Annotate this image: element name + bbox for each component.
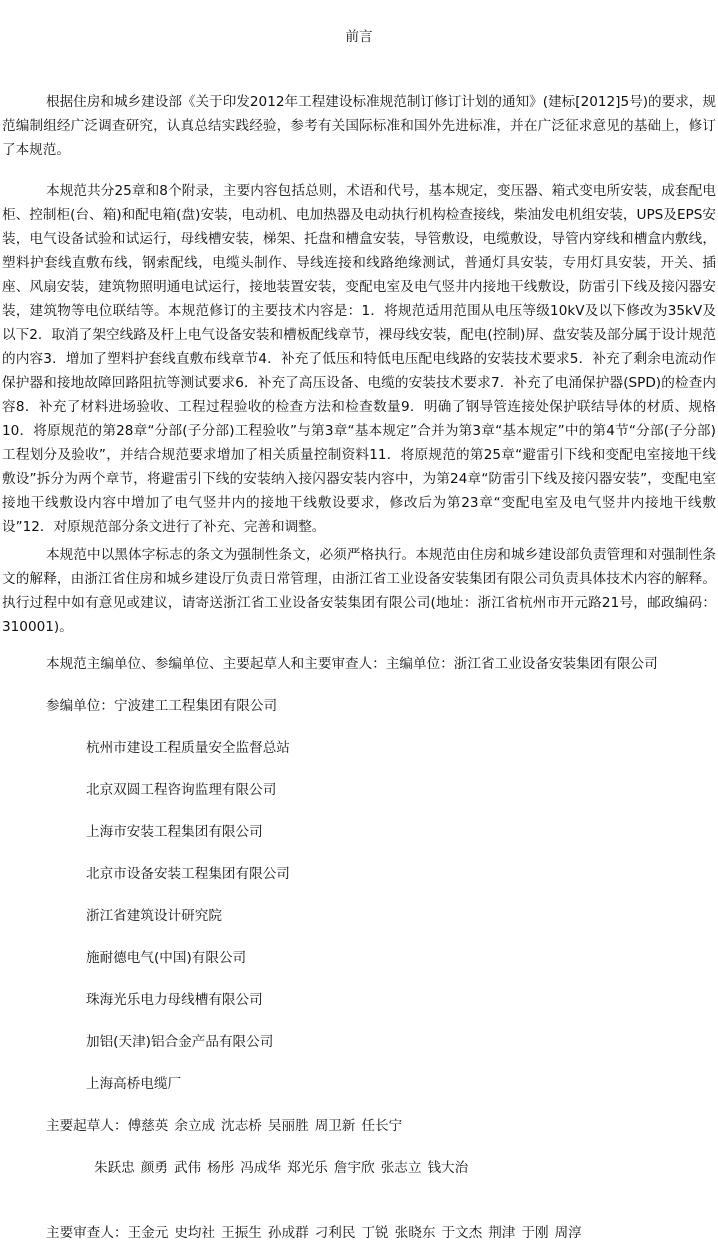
participant-item: 加铝(天津)铝合金产品有限公司 [86, 1034, 274, 1050]
drafter-name: 沈志桥 [221, 1118, 262, 1134]
drafter-name: 余立成 [174, 1118, 216, 1134]
reviewer-name: 周淳 [554, 1225, 582, 1241]
reviewer-name: 于文杰 [441, 1225, 483, 1241]
participant-item: 浙江省建筑设计研究院 [86, 908, 222, 924]
drafter-name: 朱跃忠 [94, 1160, 135, 1176]
drafter-name: 郑光乐 [287, 1160, 328, 1176]
drafter-name: 周卫新 [314, 1118, 356, 1134]
participant-item: 上海高桥电缆厂 [86, 1076, 182, 1092]
reviewers-label: 主要审查人： [46, 1225, 128, 1241]
participants-label: 参编单位：宁波建工工程集团有限公司 [46, 698, 278, 714]
reviewer-name: 张晓东 [394, 1225, 436, 1241]
drafters-line-2 [94, 1159, 474, 1177]
drafter-name: 冯成华 [240, 1160, 282, 1176]
preface-paragraph-3: 本规范中以黑体字标志的条文为强制性条文，必须严格执行。本规范由住房和城乡建设部负责管理和对强制性条文的解释，由浙江省住房和城乡建设厅负责日常管理，由浙江省工业设备安装集团有限公司负责具体技术内容的解释。执行过程中如有意见或建议，请寄送浙江省工业设备安装集团有限公司(地址：浙江省杭州市开元路21号，邮政编码：310001)。 [2, 547, 716, 635]
preface-paragraph-2: 本规范共分25章和8个附录，主要内容包括总则，术语和代号，基本规定，变压器、箱式变电所安装，成套配电柜、控制柜(台、箱)和配电箱(盘)安装，电动机、电加热器及电动执行机构检查接线，柴油发电机组安装，UPS及EPS安装，电气设备试验和试运行，母线槽安装，梯架、托盘和槽盒安装，导管敷设，电缆敷设，导管内穿线和槽盒内敷线，塑料护套线直敷布线，钢索配线，电缆头制作、导线连接和线路绝缘测试，普通灯具安装，专用灯具安装，开关、插座、风扇安装，建筑物照明通电试运行，接地装置安装，变配电室及电气竖井内接地干线敷设，防雷引下线及接闪器安装，建筑物等电位联结等。本规范修订的主要技术内容是：1．将规范适用范围从电压等级10kV及以下修改为35kV及以下2．取消了架空线路及杆上电气设备安装和槽板配线章节，裸母线安装，配电(控制)屏、盘安装及部分属于设计规范的内容3．增加了塑料护套线直敷布线章节4．补充了低压和特低电压配电线路的安装技术要求5．补充了剩余电流动作保护器和接地故障回路阻抗等测试要求6．补充了高压设备、电缆的安装技术要求7．补充了电涌保护器(SPD)的检查内容8．补充了材料进场验收、工程过程验收的检查方法和检查数量9．明确了钢导管连接处保护联结导体的材质、规格10．将原规范的第28章“分部(子分部)工程验收”与第3章“基本规定”合并为第3章“基本规定”中的第4节“分部(子分部)工程划分及验收”，并结合规范要求增加了相关质量控制资料11．将原规范的第25章“避雷引下线和变配电室接地干线敷设”拆分为两个章节，将避雷引下线的安装纳入接闪器安装内容中，为第24章“防雷引下线及接闪器安装”，变配电室接地干线敷设内容中增加了电气竖井内的接地干线敷设要求，修改后为第23章“变配电室及电气竖井内接地干线敷设”12．对原规范部分条文进行了补充、完善和调整。 [2, 183, 716, 535]
drafter-name: 杨彤 [207, 1160, 235, 1176]
reviewer-name: 刁利民 [314, 1225, 356, 1241]
drafter-name: 颜勇 [140, 1160, 168, 1176]
participant-item: 北京市设备安装工程集团有限公司 [86, 866, 290, 882]
page-title: 前言 [345, 29, 373, 45]
reviewer-name: 王振生 [221, 1225, 262, 1241]
drafter-name: 傅慈英 [127, 1118, 169, 1134]
drafter-name: 吴丽胜 [267, 1118, 309, 1134]
participant-item: 上海市安装工程集团有限公司 [86, 824, 263, 840]
participant-item: 杭州市建设工程质量安全监督总站 [86, 740, 290, 756]
drafter-name: 武伟 [173, 1160, 202, 1176]
reviewers-line [46, 1224, 588, 1242]
participant-item: 珠海光乐电力母线槽有限公司 [86, 992, 263, 1008]
drafter-name: 詹宇欣 [333, 1160, 375, 1176]
preface-paragraph-1: 根据住房和城乡建设部《关于印发2012年工程建设标准规范制订修订计划的通知》(建标[2012]5号)的要求，规范编制组经广泛调查研究，认真总结实践经验，参考有关国际标准和国外先进标准，并在广泛征求意见的基础上，修订了本规范。 [2, 94, 716, 158]
participant-item: 施耐德电气(中国)有限公司 [86, 950, 247, 966]
drafter-name: 张志立 [380, 1160, 422, 1176]
drafters-line [46, 1117, 408, 1135]
reviewer-name: 王金元 [127, 1225, 169, 1241]
drafter-name: 任长宁 [361, 1118, 403, 1134]
reviewer-name: 于刚 [521, 1225, 549, 1241]
editors-line: 本规范主编单位、参编单位、主要起草人和主要审查人：主编单位：浙江省工业设备安装集团有限公司 [46, 656, 658, 672]
reviewer-name: 荆津 [488, 1225, 516, 1241]
drafters-label: 主要起草人： [46, 1118, 128, 1134]
reviewer-name: 史均社 [174, 1225, 216, 1241]
reviewer-name: 丁锐 [361, 1225, 389, 1241]
participant-item: 北京双圆工程咨询监理有限公司 [86, 782, 277, 798]
drafter-name: 钱大治 [427, 1160, 469, 1176]
reviewer-name: 孙成群 [267, 1225, 309, 1241]
